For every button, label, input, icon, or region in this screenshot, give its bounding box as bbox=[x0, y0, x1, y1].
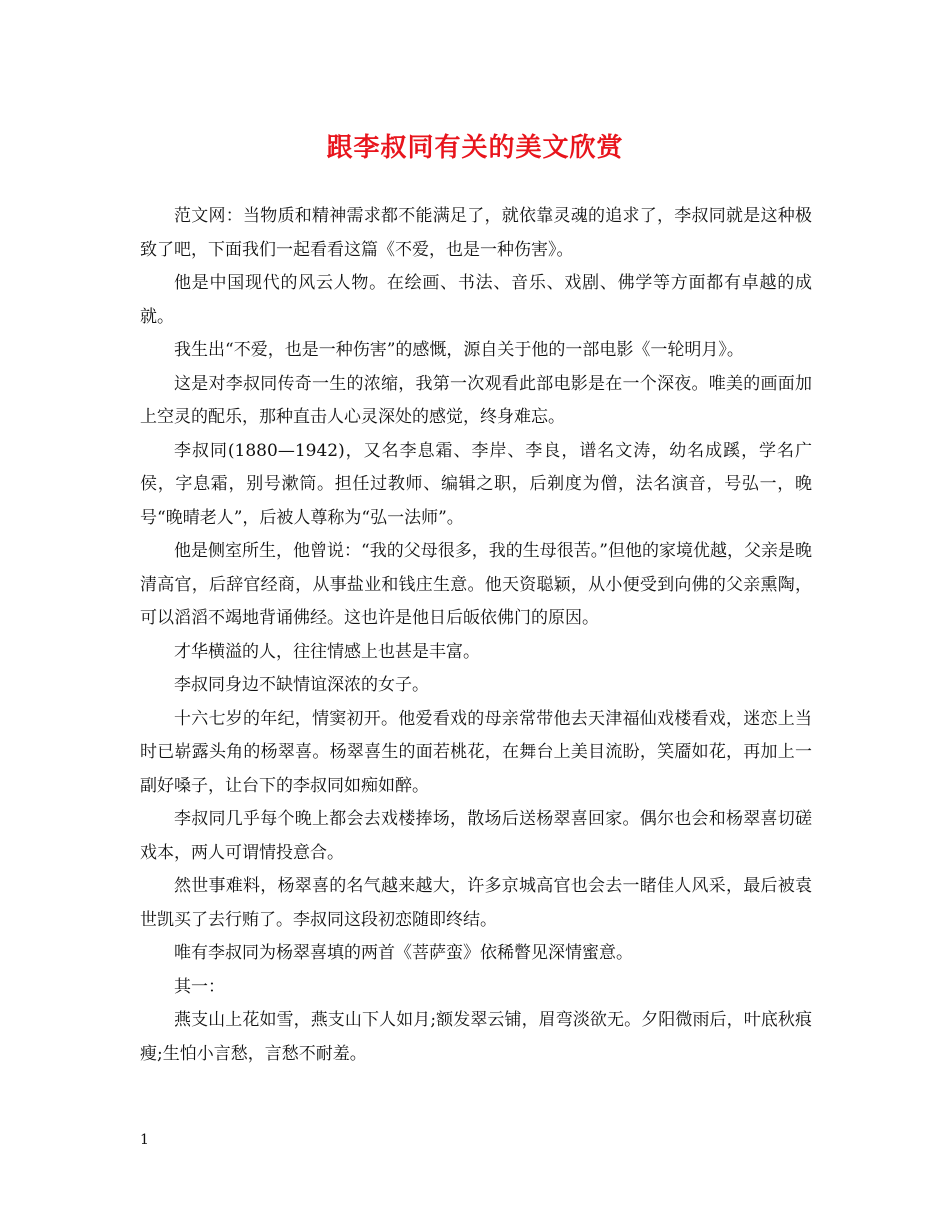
paragraph-intro: 范文网：当物质和精神需求都不能满足了，就依靠灵魂的追求了，李叔同就是这种极致了吧，下面我们一起看看这篇《不爱，也是一种伤害》。 bbox=[140, 206, 812, 260]
poem-heading: 其一： bbox=[174, 976, 225, 997]
document-title: 跟李叔同有关的美文欣赏 bbox=[326, 133, 624, 163]
paragraph: 才华横溢的人，往往情感上也甚是丰富。 bbox=[174, 641, 480, 662]
paragraph: 李叔同(1880—1942)，又名李息霜、李岸、李良，谱名文涛，幼名成蹊，学名广侯，字息霜，别号漱筒。担任过教师、编辑之职，后剃度为僧，法名演音，号弘一，晚号“晚晴老人”，后被人尊称为“弘一法师”。 bbox=[140, 440, 812, 528]
page-number: 1 bbox=[140, 1132, 149, 1148]
paragraph: 他是侧室所生，他曾说：“我的父母很多，我的生母很苦。”但他的家境优越，父亲是晚清高官，后辞官经商，从事盐业和钱庄生意。他天资聪颖，从小便受到向佛的父亲熏陶，可以滔滔不竭地背诵佛经。这也许是他日后皈依佛门的原因。 bbox=[140, 541, 812, 628]
paragraph: 唯有李叔同为杨翠喜填的两首《菩萨蛮》依稀瞥见深情蜜意。 bbox=[174, 943, 633, 963]
document-body bbox=[140, 200, 812, 1071]
poem-text: 燕支山上花如雪，燕支山下人如月;额发翠云铺，眉弯淡欲无。夕阳微雨后，叶底秋痕瘦;生怕小言愁，言愁不耐羞。 bbox=[140, 1010, 812, 1064]
paragraph: 这是对李叔同传奇一生的浓缩，我第一次观看此部电影是在一个深夜。唯美的画面加上空灵的配乐，那种直击人心灵深处的感觉，终身难忘。 bbox=[140, 373, 812, 427]
paragraph: 李叔同几乎每个晚上都会去戏楼捧场，散场后送杨翠喜回家。偶尔也会和杨翠喜切磋戏本，两人可谓情投意合。 bbox=[140, 809, 812, 863]
paragraph: 李叔同身边不缺情谊深浓的女子。 bbox=[174, 675, 429, 695]
paragraph: 他是中国现代的风云人物。在绘画、书法、音乐、戏剧、佛学等方面都有卓越的成就。 bbox=[140, 273, 812, 327]
paragraph: 然世事难料，杨翠喜的名气越来越大，许多京城高官也会去一睹佳人风采，最后被袁世凯买了去行贿了。李叔同这段初恋随即终结。 bbox=[140, 876, 812, 930]
paragraph: 我生出“不爱，也是一种伤害”的感慨，源自关于他的一部电影《一轮明月》。 bbox=[174, 340, 744, 360]
paragraph: 十六七岁的年纪，情窦初开。他爱看戏的母亲常带他去天津福仙戏楼看戏，迷恋上当时已崭露头角的杨翠喜。杨翠喜生的面若桃花，在舞台上美目流盼，笑靥如花，再加上一副好嗓子，让台下的李叔同如痴如醉。 bbox=[140, 708, 812, 796]
